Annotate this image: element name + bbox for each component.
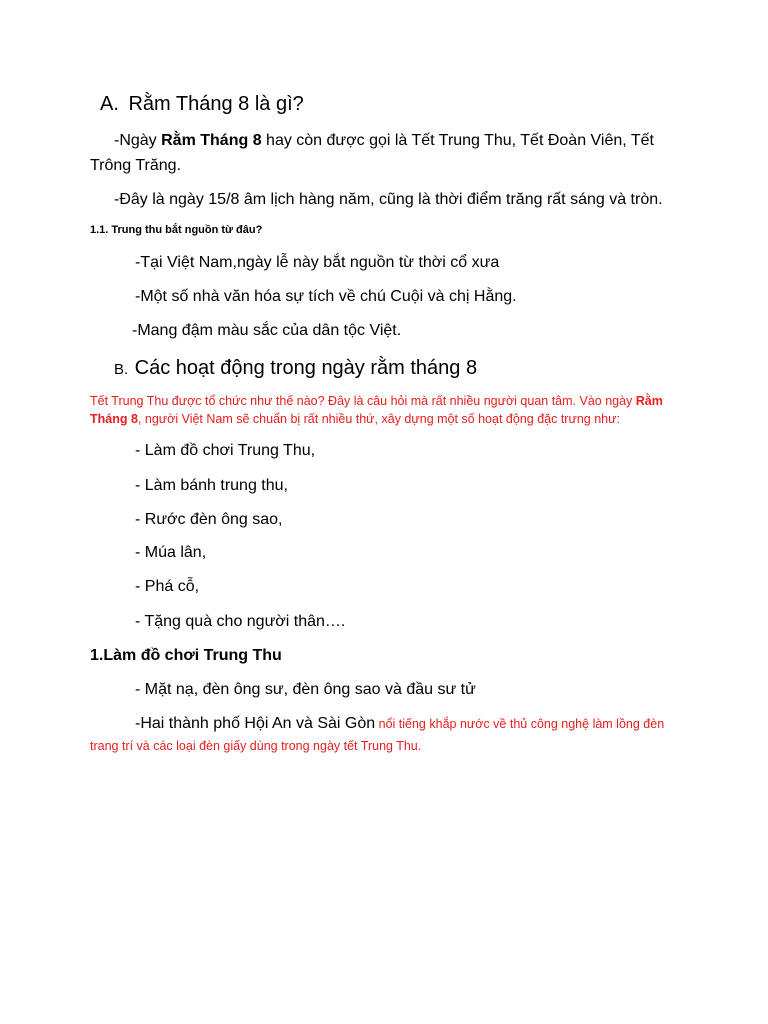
toy-item-2-black: -Hai thành phố Hội An và Sài Gòn [135,715,376,732]
section-a-marker: A. [100,93,119,115]
p1-bold: Rằm Tháng 8 [161,132,262,149]
toy-item-2-red: nổi tiếng khắp nước về thủ công nghệ làm lồng đèn [375,717,665,731]
intro-bold-1: Rằm [635,394,663,408]
activity-item-6: - Tặng quà cho người thân…. [135,613,346,630]
section-b-title: Các hoạt động trong ngày rằm tháng 8 [134,357,478,379]
section-a-heading [100,93,304,116]
section-b-heading [114,357,477,380]
origin-item-2: -Một số nhà văn hóa sự tích về chú Cuội và chị Hằng. [135,288,517,305]
origin-item-3: -Mang đậm màu sắc của dân tộc Việt. [132,322,402,339]
subsection-1-heading: 1.Làm đồ chơi Trung Thu [90,647,282,664]
p1-suffix: hay còn được gọi là Tết Trung Thu, Tết Đoàn Viên, Tết [261,132,654,149]
activity-item-1: - Làm đồ chơi Trung Thu, [135,442,316,459]
section-a-title: Rằm Tháng 8 là gì? [128,93,304,115]
activity-item-3: - Rước đèn ông sao, [135,511,283,528]
intro-bold-2: Tháng 8 [90,411,138,426]
section-b-intro [90,393,680,428]
intro-part-2: , người Việt Nam sẽ chuẩn bị rất nhiều thứ, xây dựng một số hoạt động đặc trưng như: [137,411,620,426]
subsection-1-1-heading: 1.1. Trung thu bắt nguồn từ đâu? [90,224,263,236]
activity-item-4: - Múa lân, [135,544,207,561]
activity-item-5: - Phá cỗ, [135,578,200,595]
toy-item-2-line-1 [135,715,664,733]
paragraph-1-line-1 [114,132,654,150]
activity-item-2: - Làm bánh trung thu, [135,477,288,494]
section-b-marker: B. [114,361,129,378]
origin-item-1: -Tại Việt Nam,ngày lễ này bắt nguồn từ thời cổ xưa [135,254,500,271]
paragraph-2: -Đây là ngày 15/8 âm lịch hàng năm, cũng là thời điểm trăng rất sáng và tròn. [114,191,663,208]
toy-item-1: - Mặt nạ, đèn ông sư, đèn ông sao và đầu sư tử [135,681,476,698]
intro-part-1: Tết Trung Thu được tổ chức như thế nào? Đây là câu hỏi mà rất nhiều người quan tâm. Vào ngày [90,394,636,408]
paragraph-1-line-2: Trông Trăng. [90,157,182,174]
p1-prefix: -Ngày [114,132,162,149]
toy-item-2-line-2: trang trí và các loại đèn giấy dùng trong ngày tết Trung Thu. [90,739,422,753]
